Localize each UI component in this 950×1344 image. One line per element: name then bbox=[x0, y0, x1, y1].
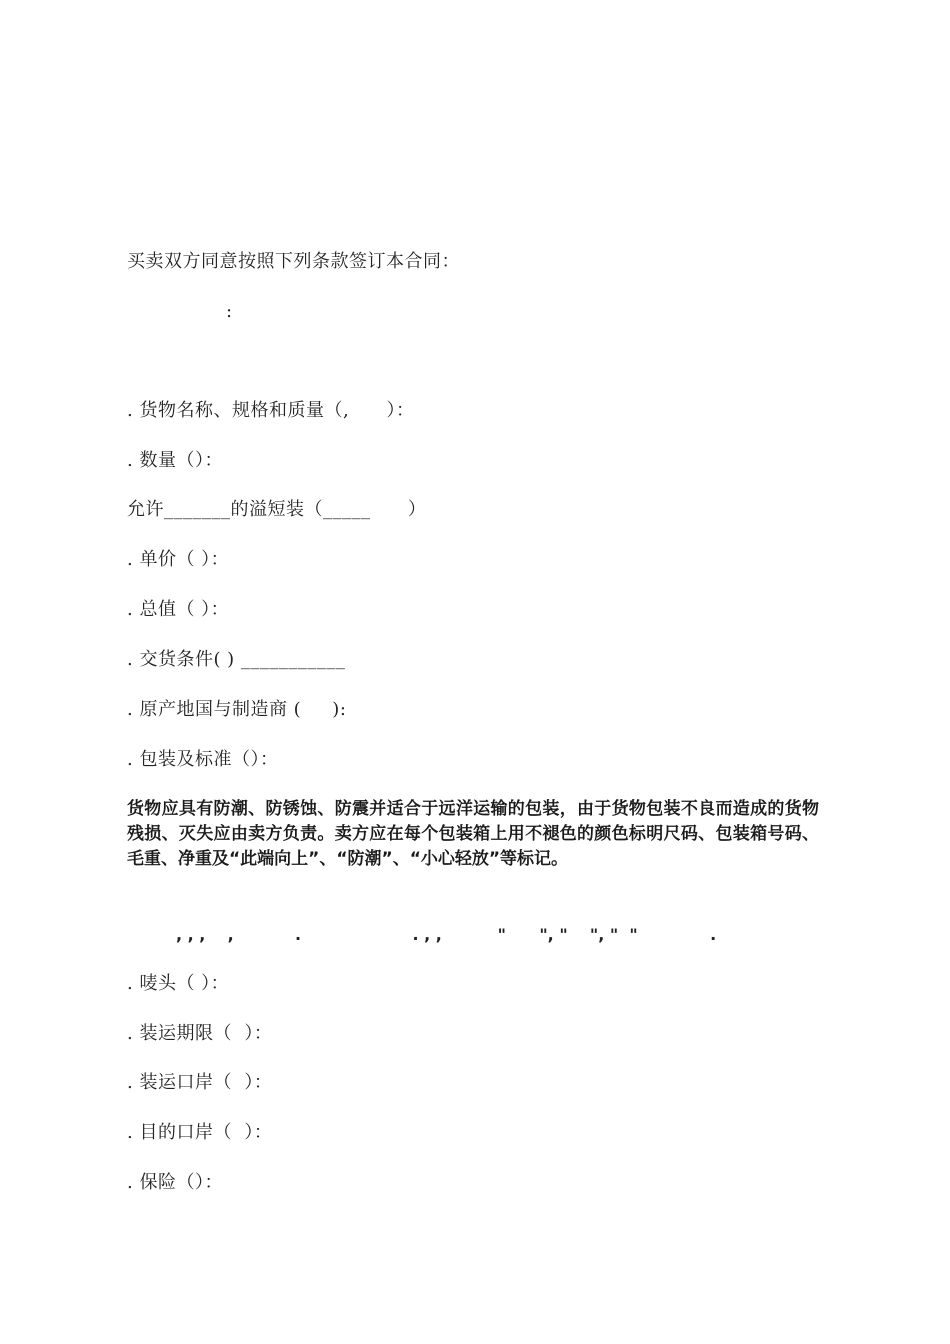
clause-quantity: . 数量（）： bbox=[127, 450, 223, 471]
packing-paragraph: 货物应具有防潮、防锈蚀、防震并适合于远洋运输的包装，由于货物包装不良而造成的货物残损、灭失应由卖方负责。卖方应在每个包装箱上用不褪色的颜色标明尺码、包装箱号码、毛重、净重及“此端向上”、“防潮”、“小心轻放”等标记。 bbox=[127, 799, 819, 869]
symbols-line: , , , , . . , , " ", " ", " " . bbox=[176, 925, 717, 944]
clause-goods-name: . 货物名称、规格和质量（, ）： bbox=[127, 400, 415, 421]
clause-destination-port: . 目的口岸（ ）： bbox=[127, 1122, 273, 1143]
clause-loading-port: . 装运口岸（ ）： bbox=[127, 1072, 273, 1093]
clause-packing: . 包装及标准（）： bbox=[127, 749, 279, 770]
clause-delivery-terms: . 交货条件( ) ___________ bbox=[127, 649, 346, 670]
clause-tolerance: 允许_______的溢短装（_____ ） bbox=[127, 499, 427, 520]
colon-line: : bbox=[226, 301, 233, 322]
intro-line: 买卖双方同意按照下列条款签订本合同： bbox=[127, 251, 460, 272]
clause-unit-price: . 单价（ ）： bbox=[127, 549, 230, 570]
clause-total-value: . 总值（ ）： bbox=[127, 599, 230, 620]
clause-origin: . 原产地国与制造商 ( ): bbox=[127, 699, 347, 720]
clause-insurance: . 保险（）： bbox=[127, 1172, 223, 1193]
clause-shipment-time: . 装运期限（ ）： bbox=[127, 1023, 273, 1044]
clause-shipping-mark: . 唛头（ ）： bbox=[127, 973, 230, 994]
